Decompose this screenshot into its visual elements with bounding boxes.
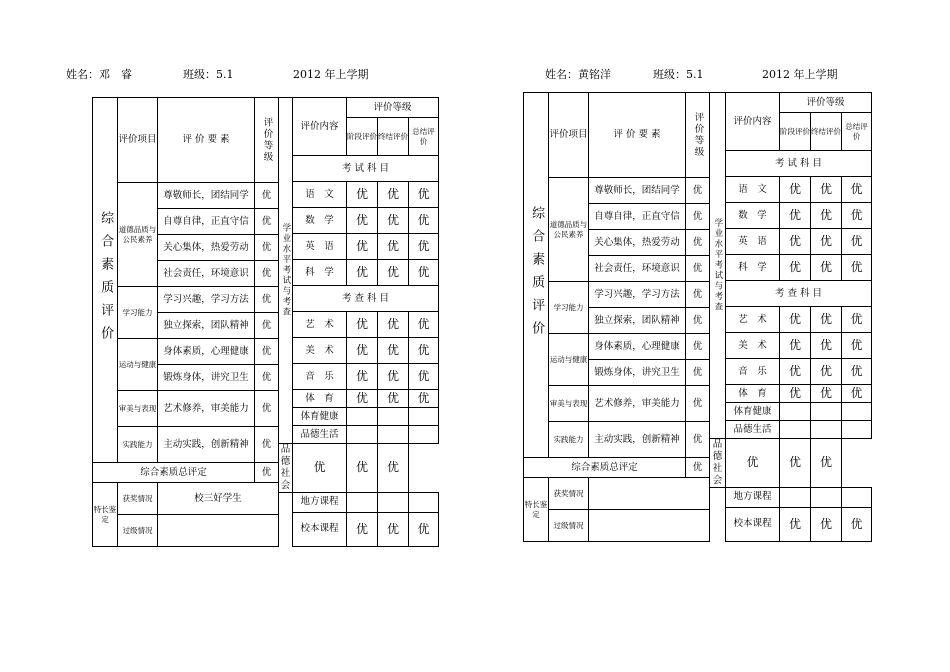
subject: 品德生活 <box>726 421 780 439</box>
grade: 优 <box>409 208 439 234</box>
grade: 优 <box>842 203 872 229</box>
local-course: 地方课程 <box>726 487 780 507</box>
col-grade: 评价等级 <box>255 98 279 183</box>
grade: 优 <box>378 390 409 408</box>
group-name: 道德品质与公民素养 <box>549 178 589 282</box>
section-title: 综合素质评价 <box>93 98 118 463</box>
grade: 优 <box>686 178 710 204</box>
award-label: 获奖情况 <box>118 483 158 515</box>
subject: 体育健康 <box>726 403 780 421</box>
subject: 美 术 <box>293 338 347 364</box>
grade: 优 <box>842 255 872 281</box>
grade: 优 <box>347 234 378 260</box>
grade: 优 <box>780 507 811 541</box>
grade: 优 <box>347 390 378 408</box>
grade <box>347 426 378 444</box>
subject: 数 学 <box>726 203 780 229</box>
grade: 优 <box>780 255 811 281</box>
element: 学习兴趣，学习方法 <box>589 282 686 308</box>
total-grade: 优 <box>255 463 279 483</box>
grade <box>347 408 378 426</box>
grade: 优 <box>842 385 872 403</box>
grade: 优 <box>686 308 710 334</box>
element: 独立探索，团队精神 <box>158 313 255 339</box>
subject: 品德社会 <box>710 439 726 488</box>
grade <box>409 426 439 444</box>
group-name: 审美与表现 <box>549 386 589 422</box>
grade: 优 <box>409 390 439 408</box>
grade <box>842 403 872 421</box>
grade: 优 <box>780 385 811 403</box>
element: 身体素质，心理健康 <box>589 334 686 360</box>
academic-section: 学业水平考试与考查 <box>710 93 726 439</box>
grade: 优 <box>686 282 710 308</box>
grade: 优 <box>409 364 439 390</box>
grade: 优 <box>842 229 872 255</box>
grade: 优 <box>378 234 409 260</box>
special-label: 特长鉴定 <box>93 483 118 547</box>
col-item: 评价项目 <box>549 93 589 178</box>
grade: 优 <box>842 359 872 385</box>
exam-title: 考 试 科 目 <box>293 156 439 182</box>
subject: 科 学 <box>726 255 780 281</box>
element: 身体素质，心理健康 <box>158 339 255 365</box>
quality-table <box>523 92 710 542</box>
section-title: 综合素质评价 <box>524 93 549 458</box>
grade: 优 <box>347 338 378 364</box>
element: 主动实践，创新精神 <box>158 427 255 463</box>
special-label: 特长鉴定 <box>524 478 549 542</box>
grade: 优 <box>255 427 279 463</box>
group-name: 道德品质与公民素养 <box>118 183 158 287</box>
grade <box>811 421 842 439</box>
group-name: 实践能力 <box>118 427 158 463</box>
content-header: 评价内容 <box>726 93 780 151</box>
element: 社会责任，环境意识 <box>589 256 686 282</box>
element: 尊敬师长，团结同学 <box>158 183 255 209</box>
level-header: 评价等级 <box>347 98 439 118</box>
grade: 优 <box>686 230 710 256</box>
grade: 优 <box>811 255 842 281</box>
class-label: 班级：5.1 <box>183 68 234 81</box>
grade: 优 <box>347 260 378 286</box>
grade: 优 <box>347 182 378 208</box>
grade: 优 <box>255 287 279 313</box>
subject: 数 学 <box>293 208 347 234</box>
school-course: 校本课程 <box>726 507 780 541</box>
grade <box>409 408 439 426</box>
group-name: 学习能力 <box>549 282 589 334</box>
level-header: 评价等级 <box>780 93 872 113</box>
level-value <box>158 515 279 547</box>
grade <box>780 421 811 439</box>
subject-table <box>709 92 872 542</box>
grade: 优 <box>686 422 710 458</box>
award-label: 获奖情况 <box>549 478 589 510</box>
academic-section: 学业水平考试与考查 <box>279 98 293 444</box>
grade: 优 <box>726 439 780 488</box>
subject: 音 乐 <box>726 359 780 385</box>
element: 自尊自律，正直守信 <box>158 209 255 235</box>
grade: 优 <box>811 507 842 541</box>
total-label: 综合素质总评定 <box>524 458 686 478</box>
grade: 优 <box>780 359 811 385</box>
grade: 优 <box>409 312 439 338</box>
element: 尊敬师长，团结同学 <box>589 178 686 204</box>
subject: 美 术 <box>726 333 780 359</box>
grade: 优 <box>811 203 842 229</box>
grade: 优 <box>378 260 409 286</box>
element: 锻炼身体，讲究卫生 <box>589 360 686 386</box>
subject: 艺 术 <box>293 312 347 338</box>
grade: 优 <box>255 339 279 365</box>
grade: 优 <box>811 333 842 359</box>
subject: 语 文 <box>293 182 347 208</box>
col-grade: 评价等级 <box>686 93 710 178</box>
grade: 优 <box>378 444 409 493</box>
check-title: 考 查 科 目 <box>726 281 872 307</box>
subject: 体育健康 <box>293 408 347 426</box>
grade <box>378 426 409 444</box>
grade: 优 <box>255 313 279 339</box>
grade: 优 <box>842 333 872 359</box>
col-item: 评价项目 <box>118 98 158 183</box>
grade: 优 <box>409 338 439 364</box>
grade: 优 <box>780 439 811 488</box>
subject: 音 乐 <box>293 364 347 390</box>
stage-header: 阶段评价 <box>347 118 378 156</box>
element: 社会责任，环境意识 <box>158 261 255 287</box>
grade: 优 <box>255 391 279 427</box>
grade: 优 <box>811 307 842 333</box>
grade: 优 <box>347 364 378 390</box>
grade: 优 <box>780 307 811 333</box>
element: 学习兴趣，学习方法 <box>158 287 255 313</box>
group-name: 运动与健康 <box>549 334 589 386</box>
grade: 优 <box>811 177 842 203</box>
col-elements: 评 价 要 素 <box>158 98 255 183</box>
grade: 优 <box>255 261 279 287</box>
grade: 优 <box>378 364 409 390</box>
grade: 优 <box>378 208 409 234</box>
grade: 优 <box>378 338 409 364</box>
grade: 优 <box>409 234 439 260</box>
grade: 优 <box>686 204 710 230</box>
subject: 品德生活 <box>293 426 347 444</box>
grade: 优 <box>347 208 378 234</box>
grade: 优 <box>409 260 439 286</box>
grade: 优 <box>780 203 811 229</box>
grade <box>842 421 872 439</box>
subject: 体 育 <box>726 385 780 403</box>
subject-table <box>278 97 439 547</box>
subject: 艺 术 <box>726 307 780 333</box>
element: 关心集体，热爱劳动 <box>589 230 686 256</box>
grade: 优 <box>686 386 710 422</box>
grade: 优 <box>811 439 842 488</box>
grade <box>811 403 842 421</box>
grade: 优 <box>686 334 710 360</box>
subject: 语 文 <box>726 177 780 203</box>
grade: 优 <box>811 385 842 403</box>
element: 艺术修养，审美能力 <box>158 391 255 427</box>
subject: 英 语 <box>726 229 780 255</box>
grade: 优 <box>686 360 710 386</box>
grade: 优 <box>347 512 378 546</box>
grade: 优 <box>378 512 409 546</box>
grade: 优 <box>780 177 811 203</box>
summary-header: 总结评价 <box>409 118 439 156</box>
content-header: 评价内容 <box>293 98 347 156</box>
group-name: 运动与健康 <box>118 339 158 391</box>
subject: 英 语 <box>293 234 347 260</box>
element: 主动实践，创新精神 <box>589 422 686 458</box>
grade: 优 <box>842 307 872 333</box>
level-value <box>589 510 710 542</box>
grade: 优 <box>780 229 811 255</box>
summary-header: 总结评价 <box>842 113 872 151</box>
element: 关心集体，热爱劳动 <box>158 235 255 261</box>
award-value: 校三好学生 <box>158 483 279 515</box>
grade: 优 <box>255 209 279 235</box>
local-course: 地方课程 <box>293 492 347 512</box>
award-value <box>589 478 710 510</box>
subject: 体 育 <box>293 390 347 408</box>
grade: 优 <box>255 183 279 209</box>
element: 独立探索，团队精神 <box>589 308 686 334</box>
group-name: 实践能力 <box>549 422 589 458</box>
stage-header: 阶段评价 <box>780 113 811 151</box>
element: 锻炼身体，讲究卫生 <box>158 365 255 391</box>
final-header: 终结评价 <box>378 118 409 156</box>
level-label: 过级情况 <box>118 515 158 547</box>
subject: 品德社会 <box>279 444 293 493</box>
grade: 优 <box>378 182 409 208</box>
grade: 优 <box>811 229 842 255</box>
school-course: 校本课程 <box>293 512 347 546</box>
grade <box>378 408 409 426</box>
grade: 优 <box>255 235 279 261</box>
grade: 优 <box>409 182 439 208</box>
grade: 优 <box>409 512 439 546</box>
grade: 优 <box>347 444 378 493</box>
element: 艺术修养，审美能力 <box>589 386 686 422</box>
group-name: 审美与表现 <box>118 391 158 427</box>
grade: 优 <box>842 177 872 203</box>
grade: 优 <box>255 365 279 391</box>
grade: 优 <box>378 312 409 338</box>
group-name: 学习能力 <box>118 287 158 339</box>
student-name: 姓名：黄铭洋 <box>545 68 611 81</box>
subject: 科 学 <box>293 260 347 286</box>
col-elements: 评 价 要 素 <box>589 93 686 178</box>
grade <box>780 403 811 421</box>
check-title: 考 查 科 目 <box>293 286 439 312</box>
grade: 优 <box>347 312 378 338</box>
final-header: 终结评价 <box>811 113 842 151</box>
term-label: 2012 年上学期 <box>293 68 369 81</box>
total-grade: 优 <box>686 458 710 478</box>
total-label: 综合素质总评定 <box>93 463 255 483</box>
grade: 优 <box>686 256 710 282</box>
grade: 优 <box>842 507 872 541</box>
level-label: 过级情况 <box>549 510 589 542</box>
exam-title: 考 试 科 目 <box>726 151 872 177</box>
grade: 优 <box>780 333 811 359</box>
term-label: 2012 年上学期 <box>762 68 838 81</box>
grade: 优 <box>811 359 842 385</box>
quality-table <box>92 97 279 547</box>
class-label: 班级：5.1 <box>653 68 704 81</box>
grade: 优 <box>293 444 347 493</box>
element: 自尊自律，正直守信 <box>589 204 686 230</box>
student-name: 姓名：邓 睿 <box>66 68 132 81</box>
